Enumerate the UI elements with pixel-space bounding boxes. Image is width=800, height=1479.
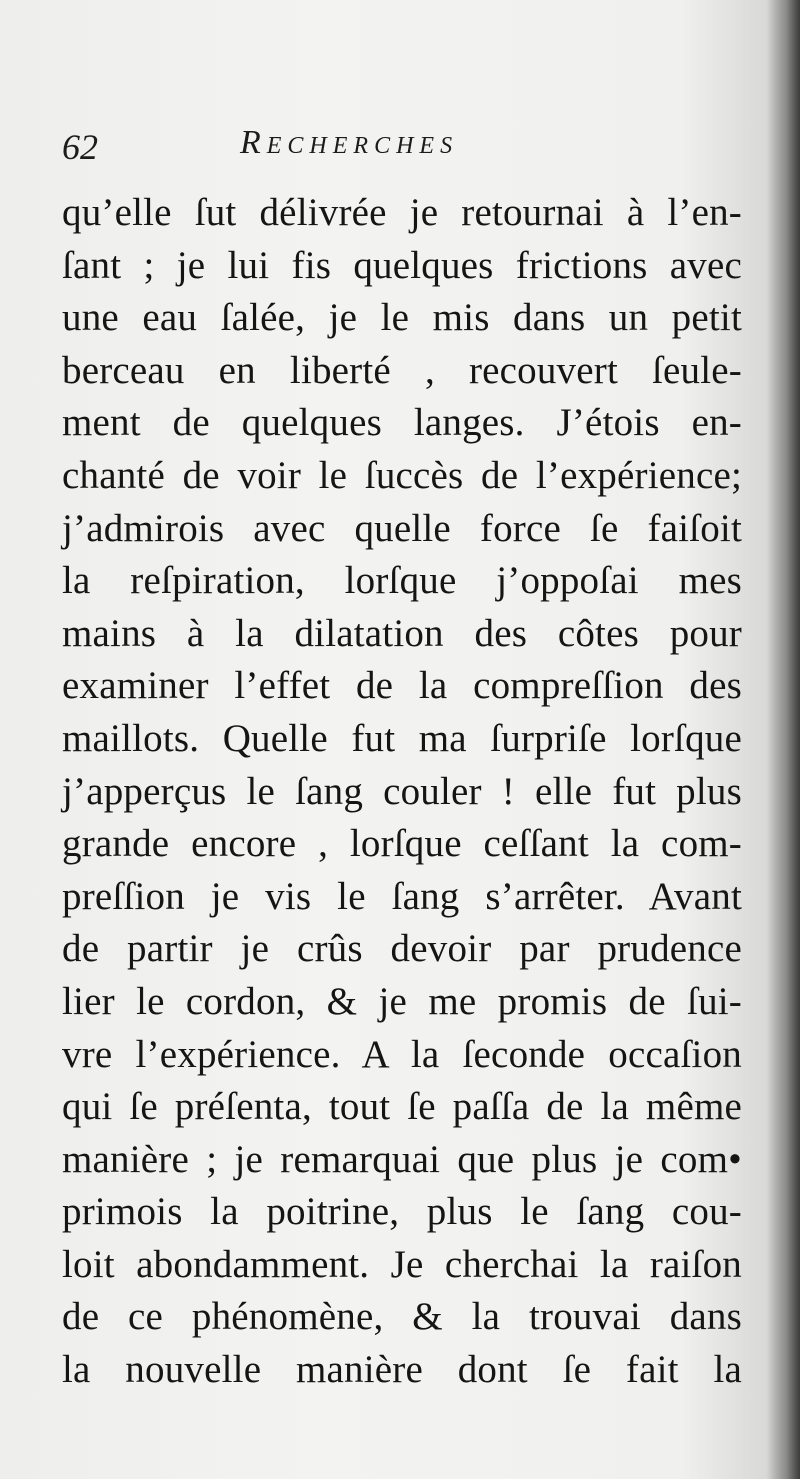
text-line: qu’elle ſut délivrée je retournai à l’en- <box>62 191 742 234</box>
text-line: ment de quelques langes. J’étois en- <box>62 401 742 445</box>
text-line: une eau ſalée, je le mis dans un petit <box>62 296 742 340</box>
text-line: lier le cordon, & je me promis de ſui- <box>62 979 742 1023</box>
text-line: j’admirois avec quelle force ſe faiſoit <box>62 506 742 550</box>
text-line: vre l’expérience. A la ſeconde occaſion <box>62 1032 742 1076</box>
text-line: maillots. Quelle fut ma ſurpriſe lorſque <box>62 716 742 760</box>
page-gutter-shadow <box>766 0 800 1479</box>
page-number: 62 <box>62 127 98 167</box>
text-line: primois la poitrine, plus le ſang cou- <box>62 1190 742 1234</box>
text-line: qui ſe préſenta, tout ſe paſſa de la même <box>62 1085 742 1129</box>
text-line: la nouvelle manière dont ſe fait la <box>62 1348 742 1392</box>
body-text <box>62 187 742 1397</box>
text-line: de ce phénomène, & la trouvai dans <box>62 1295 742 1339</box>
text-line: loit abondamment. Je cherchai la raiſon <box>62 1242 742 1286</box>
text-line: la reſpiration, lorſque j’oppoſai mes <box>62 559 742 603</box>
running-head <box>62 120 582 170</box>
text-line: ſant ; je lui fis quelques frictions avec <box>62 243 742 287</box>
text-line: examiner l’effet de la compreſſion des <box>62 664 742 708</box>
text-line: berceau en liberté , recouvert ſeule- <box>62 348 742 392</box>
text-line: de partir je crûs devoir par prudence <box>62 927 742 971</box>
text-line: j’apperçus le ſang couler ! elle fut plus <box>62 769 742 813</box>
text-line: chanté de voir le ſuccès de l’expérience; <box>62 453 742 497</box>
running-head-title: Recherches <box>240 124 459 161</box>
text-line: grande encore , lorſque ceſſant la com- <box>62 822 742 866</box>
text-line: mains à la dilatation des côtes pour <box>62 611 742 655</box>
text-line: manière ; je remarquai que plus je com• <box>62 1137 742 1181</box>
text-line: preſſion je vis le ſang s’arrêter. Avant <box>62 874 742 918</box>
